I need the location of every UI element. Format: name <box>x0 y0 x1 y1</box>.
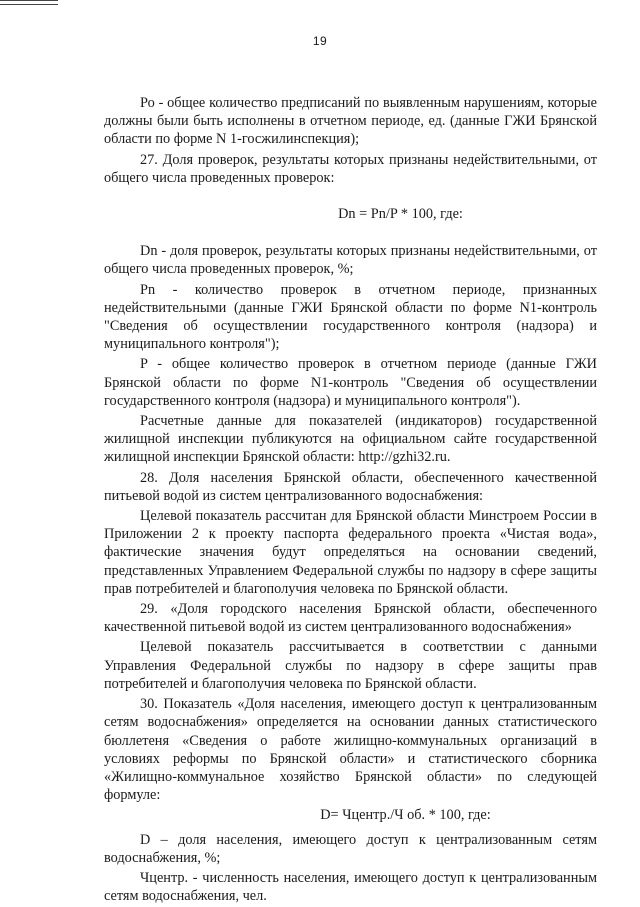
paragraph-d-definition: D – доля населения, имеющего доступ к централизованным сетям водоснабжения, %; <box>104 831 597 866</box>
paragraph-pn-definition: Pn - количество проверок в отчетном периоде, признанных недействительными (данные ГЖИ Брянской области по форме N1-контроль "Сведения об осуществлении государственного контроля (надзора) и муниципального контроля"); <box>104 281 597 353</box>
formula-dn: Dn = Pn/P * 100, где: <box>338 206 463 223</box>
paragraph-item-29: 29. «Доля городского населения Брянской области, обеспеченного качественной питьевой водой из систем централизованного водоснабжения» <box>104 601 597 636</box>
paragraph-item-27: 27. Доля проверок, результаты которых признаны недействительными, от общего числа проведенных проверок: <box>104 151 597 186</box>
paragraph-p-definition: P - общее количество проверок в отчетном периоде (данные ГЖИ Брянской области по форме N1-контроль "Сведения об осуществлении государственного контроля (надзора) и муниципального контроля"). <box>104 356 597 409</box>
paragraph-target-indicator-29: Целевой показатель рассчитывается в соответствии с данными Управления Федеральной службы по надзору в сфере защиты прав потребителей и благополучия человека по Брянской области. <box>104 639 597 692</box>
paragraph-target-indicator-28: Целевой показатель рассчитан для Брянской области Минстроем России в Приложении 2 к проекту паспорта федерального проекта «Чистая вода», фактические значения будут определяться на основании сведений, представленных Управлением Федеральной службы по надзору в сфере защиты прав потребителей и благополучия человека по Брянской области. <box>104 508 597 597</box>
paragraph-chcentr-definition: Чцентр. - численность населения, имеющего доступ к централизованным сетям водоснабжения, чел. <box>104 869 597 905</box>
page-number: 19 <box>312 34 328 48</box>
paragraph-item-28: 28. Доля населения Брянской области, обеспеченного качественной питьевой водой из систем централизованного водоснабжения: <box>104 469 597 504</box>
document-body <box>104 94 597 907</box>
paragraph-item-30: 30. Показатель «Доля населения, имеющего доступ к централизованным сетям водоснабжения» определяется на основании данных статистического бюллетеня «Сведения о работе жилищно-коммунальных организаций в условиях реформы по Брянской области» и статистического сборника «Жилищно-коммунальное хозяйство Брянской области» по следующей формуле: <box>104 696 597 804</box>
formula-d: D= Чцентр./Ч об. * 100, где: <box>320 807 491 824</box>
paragraph-calculation-data: Расчетные данные для показателей (индикаторов) государственной жилищной инспекции публикуются на официальном сайте государственной жилищной инспекции Брянской области: http://gzhi32.ru. <box>104 413 597 466</box>
paragraph-po-definition: Ро - общее количество предписаний по выявленным нарушениям, которые должны были быть исполнены в отчетном периоде, ед. (данные ГЖИ Брянской области по форме N 1-госжилинспекция); <box>104 95 597 148</box>
corner-mark <box>0 0 58 5</box>
paragraph-dn-definition: Dn - доля проверок, результаты которых признаны недействительными, от общего числа проведенных проверок, %; <box>104 243 597 278</box>
